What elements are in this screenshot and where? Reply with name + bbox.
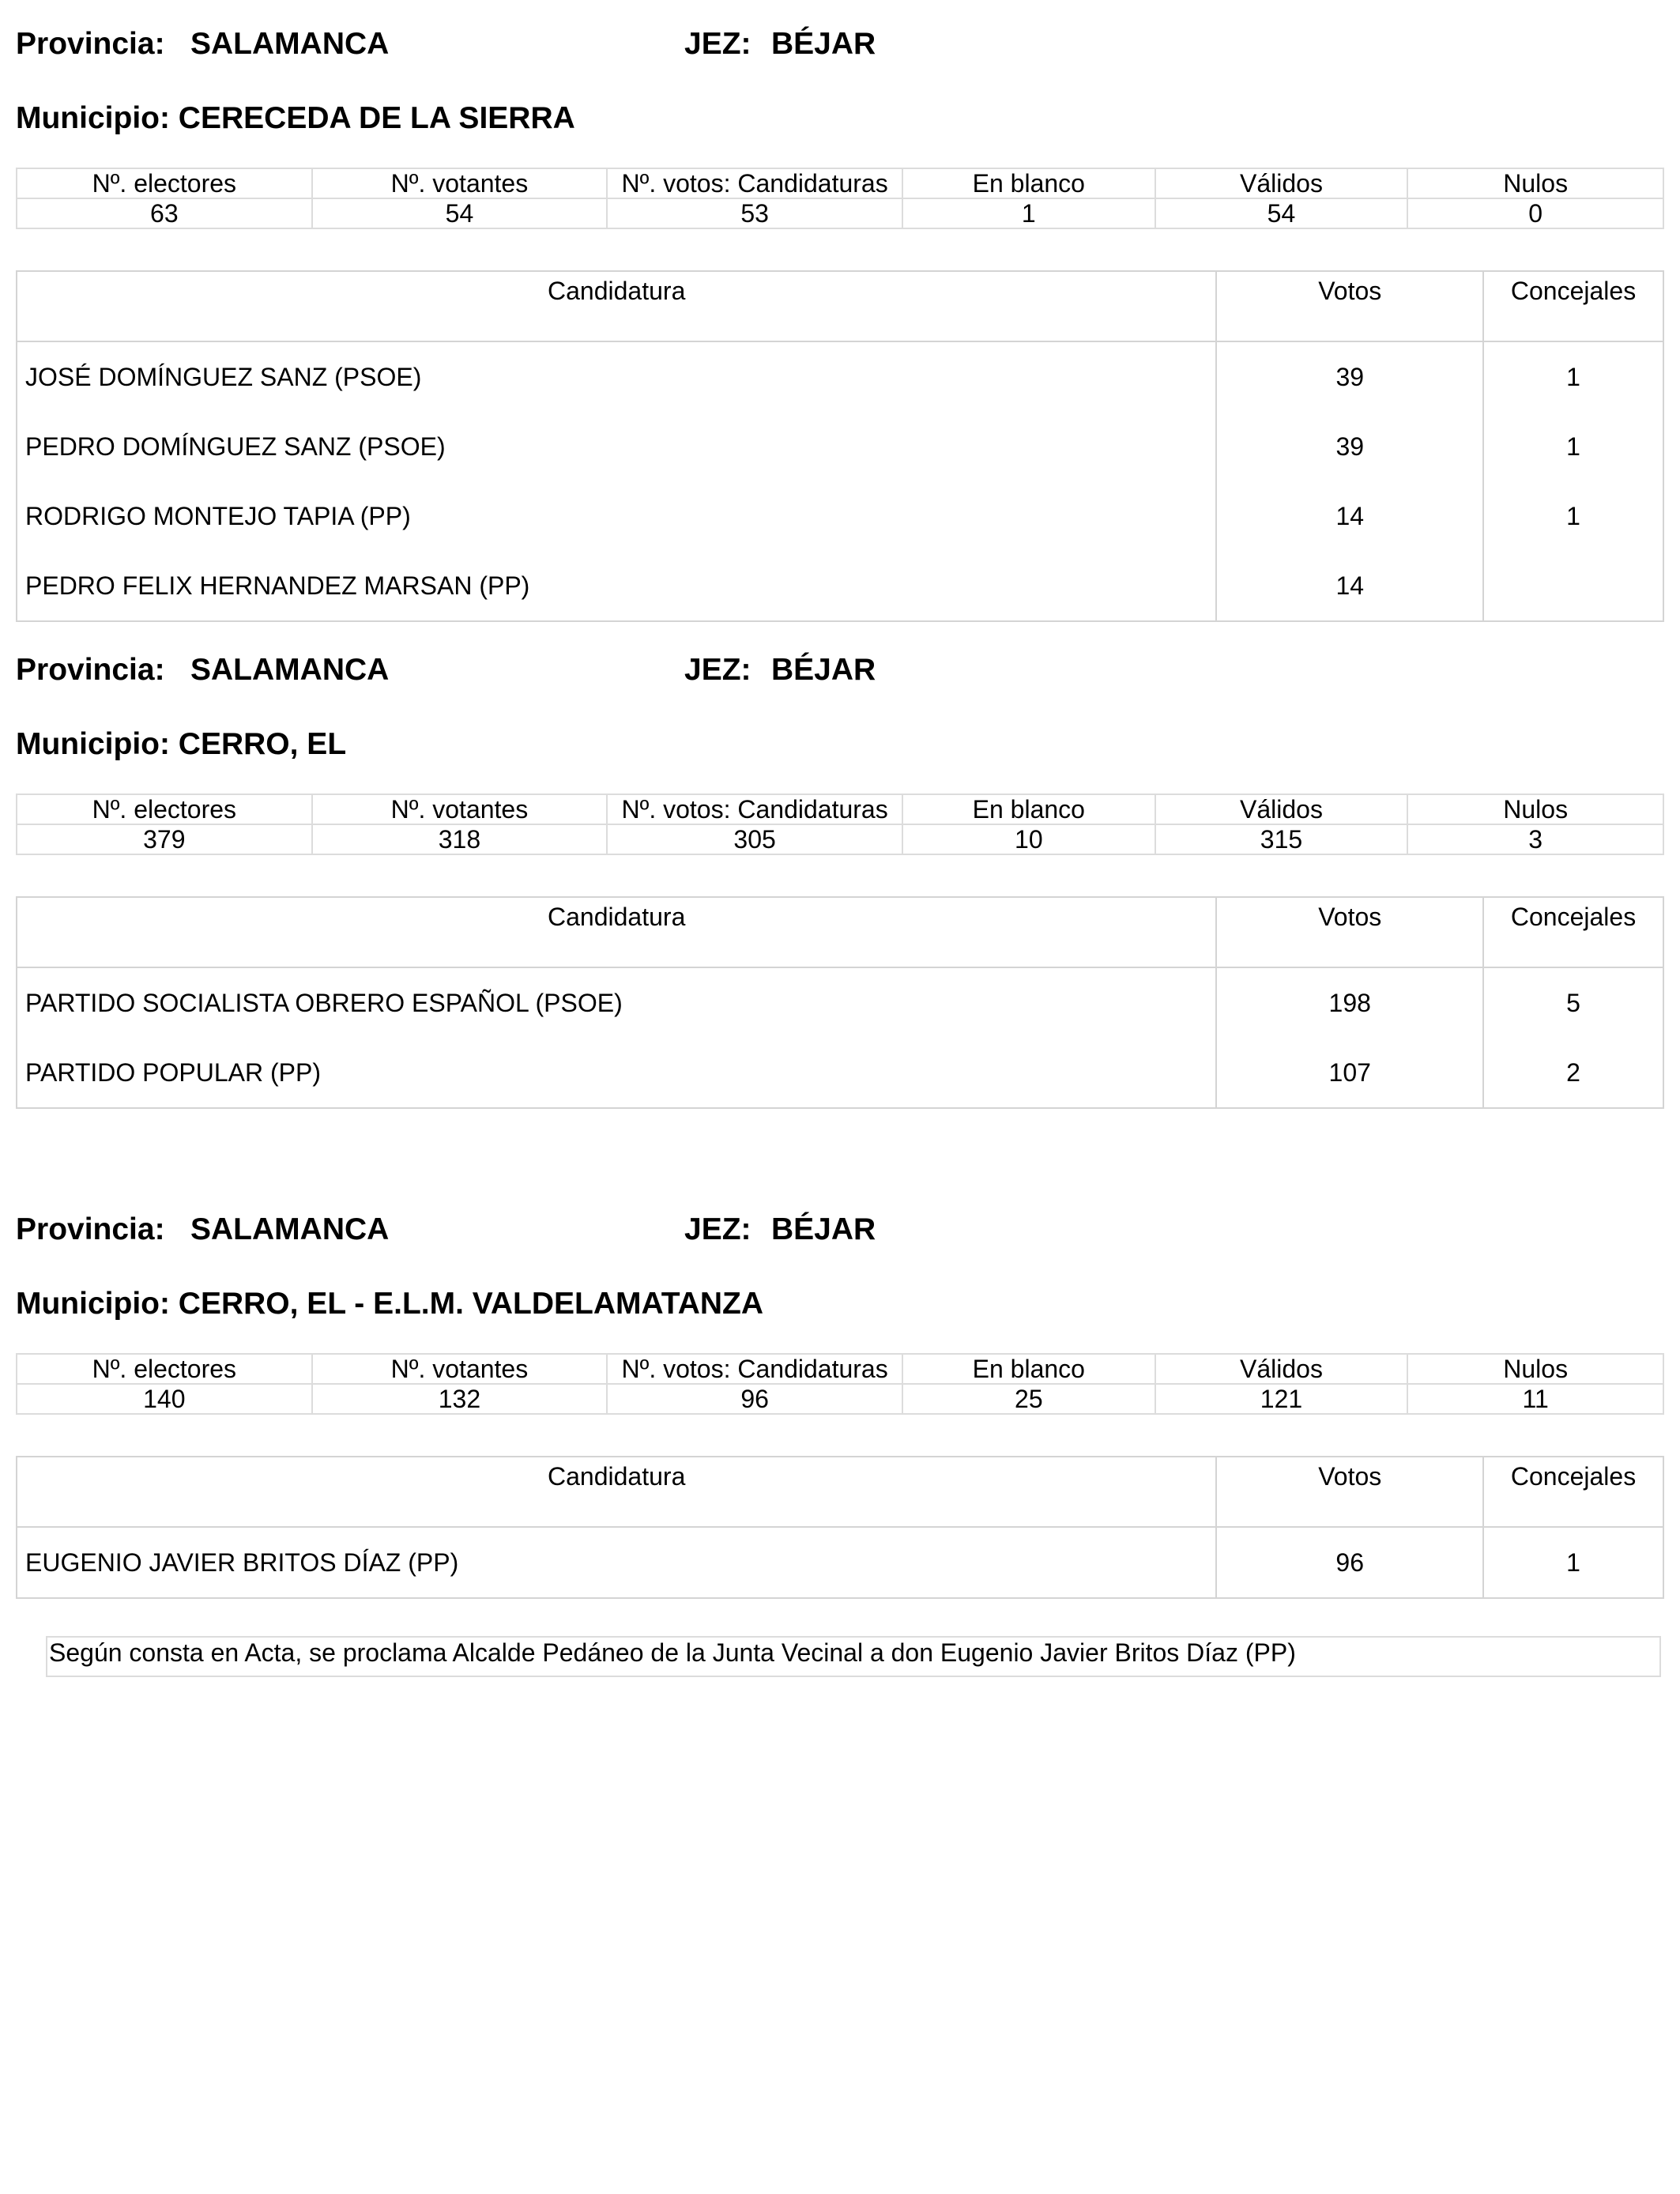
stats-header-blanco: En blanco [902, 794, 1155, 824]
stats-header-electores: Nº. electores [17, 168, 312, 198]
stats-table [16, 168, 1664, 229]
header-candidatura: Candidatura [17, 271, 1216, 341]
stats-header-validos: Válidos [1155, 1354, 1408, 1384]
candidate-votes: 39 [1216, 341, 1483, 412]
candidates-header-row [17, 1457, 1663, 1527]
candidate-row [17, 1527, 1663, 1598]
stats-header-votantes: Nº. votantes [312, 168, 608, 198]
provincia-label: Provincia: [16, 653, 165, 687]
stats-value-row [17, 198, 1663, 228]
jez-value: BÉJAR [771, 27, 876, 61]
candidates-table [16, 1456, 1664, 1599]
municipio-title: Municipio: CERRO, EL [16, 727, 347, 761]
header-candidatura: Candidatura [17, 1457, 1216, 1527]
candidate-name: EUGENIO JAVIER BRITOS DÍAZ (PP) [17, 1527, 1216, 1598]
stats-header-votantes: Nº. votantes [312, 794, 608, 824]
municipality-section-valdelamatanza [16, 1186, 1664, 1577]
candidates-table [16, 896, 1664, 1109]
stats-header-electores: Nº. electores [17, 794, 312, 824]
stats-value-row [17, 824, 1663, 854]
candidate-votes: 39 [1216, 412, 1483, 481]
stats-votantes: 54 [312, 198, 608, 228]
stats-votos-candidaturas: 53 [607, 198, 902, 228]
stats-header-nulos: Nulos [1407, 168, 1663, 198]
candidate-row [17, 412, 1663, 481]
stats-header-row [17, 1354, 1663, 1384]
candidate-concejales: 2 [1483, 1038, 1663, 1108]
stats-blanco: 25 [902, 1384, 1155, 1414]
candidate-row [17, 967, 1663, 1038]
jez-label: JEZ: [684, 1212, 751, 1246]
header-concejales: Concejales [1483, 897, 1663, 967]
stats-electores: 140 [17, 1384, 312, 1414]
municipality-section-cerro [16, 626, 1664, 1087]
stats-header-validos: Válidos [1155, 794, 1408, 824]
stats-nulos: 11 [1407, 1384, 1663, 1414]
stats-header-nulos: Nulos [1407, 1354, 1663, 1384]
header-concejales: Concejales [1483, 271, 1663, 341]
candidate-row [17, 551, 1663, 621]
municipio-title: Municipio: CERRO, EL - E.L.M. VALDELAMATANZA [16, 1287, 764, 1321]
stats-header-blanco: En blanco [902, 1354, 1155, 1384]
candidates-table [16, 270, 1664, 622]
stats-votos-candidaturas: 96 [607, 1384, 902, 1414]
section-header [16, 0, 1664, 135]
candidate-concejales: 5 [1483, 967, 1663, 1038]
jez-label: JEZ: [684, 27, 751, 61]
candidates-header-row [17, 271, 1663, 341]
stats-votantes: 132 [312, 1384, 608, 1414]
stats-votantes: 318 [312, 824, 608, 854]
proclamation-note: Según consta en Acta, se proclama Alcalde Pedáneo de la Junta Vecinal a don Eugenio Javier Britos Díaz (PP) [46, 1636, 1661, 1677]
candidate-concejales: 1 [1483, 412, 1663, 481]
stats-blanco: 1 [902, 198, 1155, 228]
jez-label: JEZ: [684, 653, 751, 687]
candidate-concejales [1483, 551, 1663, 621]
provincia-label: Provincia: [16, 27, 165, 61]
stats-validos: 315 [1155, 824, 1408, 854]
jez-value: BÉJAR [771, 653, 876, 687]
candidates-header-row [17, 897, 1663, 967]
header-concejales: Concejales [1483, 1457, 1663, 1527]
stats-value-row [17, 1384, 1663, 1414]
stats-table [16, 1353, 1664, 1415]
stats-electores: 379 [17, 824, 312, 854]
stats-validos: 54 [1155, 198, 1408, 228]
candidate-votes: 14 [1216, 551, 1483, 621]
header-candidatura: Candidatura [17, 897, 1216, 967]
candidate-name: PEDRO FELIX HERNANDEZ MARSAN (PP) [17, 551, 1216, 621]
stats-header-votos-candidaturas: Nº. votos: Candidaturas [607, 168, 902, 198]
provincia-value: SALAMANCA [190, 653, 390, 687]
stats-header-votos-candidaturas: Nº. votos: Candidaturas [607, 794, 902, 824]
stats-nulos: 0 [1407, 198, 1663, 228]
section-header [16, 626, 1664, 761]
stats-header-electores: Nº. electores [17, 1354, 312, 1384]
stats-header-votos-candidaturas: Nº. votos: Candidaturas [607, 1354, 902, 1384]
header-votos: Votos [1216, 1457, 1483, 1527]
candidate-name: PARTIDO SOCIALISTA OBRERO ESPAÑOL (PSOE) [17, 967, 1216, 1038]
candidate-row [17, 481, 1663, 551]
stats-header-row [17, 794, 1663, 824]
candidate-row [17, 341, 1663, 412]
candidate-row [17, 1038, 1663, 1108]
stats-electores: 63 [17, 198, 312, 228]
municipio-title: Municipio: CERECEDA DE LA SIERRA [16, 101, 575, 135]
candidate-name: RODRIGO MONTEJO TAPIA (PP) [17, 481, 1216, 551]
candidate-name: PEDRO DOMÍNGUEZ SANZ (PSOE) [17, 412, 1216, 481]
municipality-section-cereceda [16, 0, 1664, 600]
stats-table [16, 794, 1664, 855]
candidate-votes: 107 [1216, 1038, 1483, 1108]
provincia-value: SALAMANCA [190, 27, 390, 61]
candidate-votes: 14 [1216, 481, 1483, 551]
stats-header-validos: Válidos [1155, 168, 1408, 198]
stats-header-votantes: Nº. votantes [312, 1354, 608, 1384]
stats-validos: 121 [1155, 1384, 1408, 1414]
candidate-votes: 96 [1216, 1527, 1483, 1598]
stats-votos-candidaturas: 305 [607, 824, 902, 854]
section-header [16, 1186, 1664, 1321]
candidate-name: JOSÉ DOMÍNGUEZ SANZ (PSOE) [17, 341, 1216, 412]
candidate-concejales: 1 [1483, 481, 1663, 551]
stats-nulos: 3 [1407, 824, 1663, 854]
jez-value: BÉJAR [771, 1212, 876, 1246]
candidate-concejales: 1 [1483, 341, 1663, 412]
header-votos: Votos [1216, 897, 1483, 967]
stats-header-row [17, 168, 1663, 198]
stats-header-blanco: En blanco [902, 168, 1155, 198]
provincia-label: Provincia: [16, 1212, 165, 1246]
stats-blanco: 10 [902, 824, 1155, 854]
header-votos: Votos [1216, 271, 1483, 341]
stats-header-nulos: Nulos [1407, 794, 1663, 824]
candidate-name: PARTIDO POPULAR (PP) [17, 1038, 1216, 1108]
provincia-value: SALAMANCA [190, 1212, 390, 1246]
candidate-concejales: 1 [1483, 1527, 1663, 1598]
candidate-votes: 198 [1216, 967, 1483, 1038]
